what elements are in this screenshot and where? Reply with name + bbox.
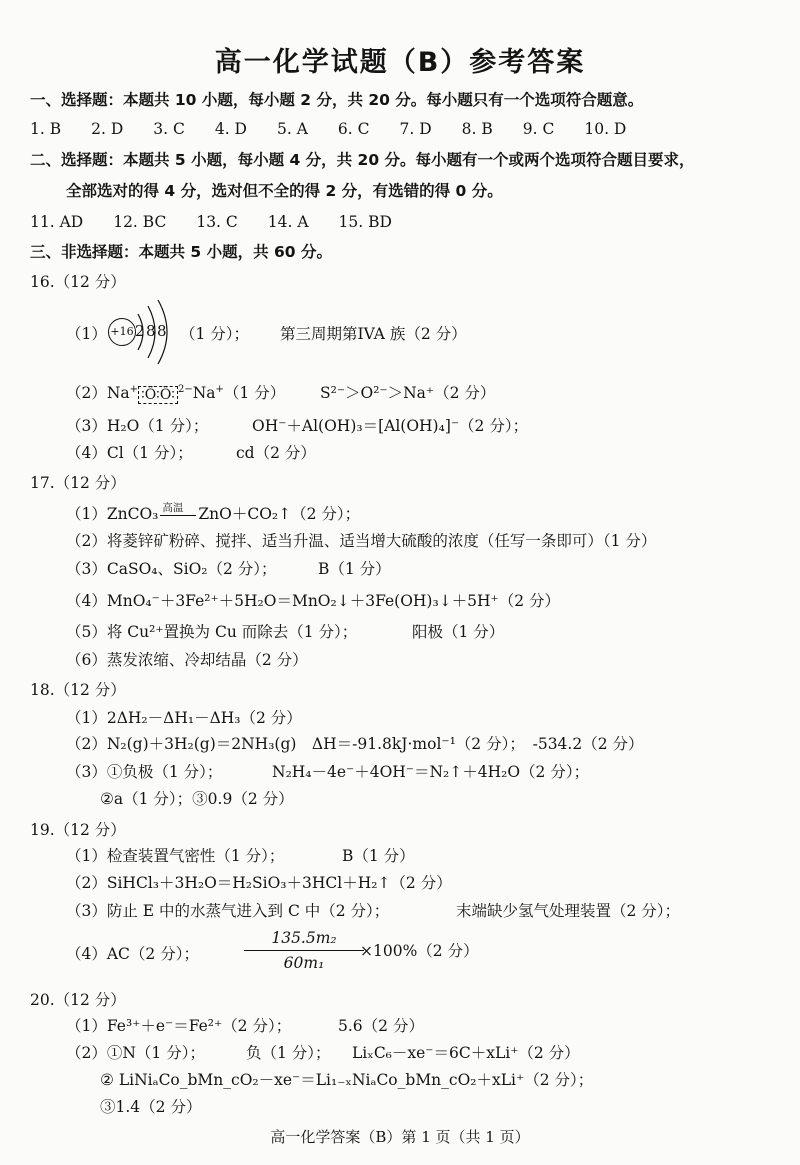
choice-answer-2: 2. D	[91, 120, 124, 138]
choice-answer-5: 5. A	[277, 120, 308, 138]
choice-answer-6: 6. C	[337, 120, 370, 138]
q18-p3-sub: ②a（1 分）；③0.9（2 分）	[100, 790, 294, 808]
q19-p4-answer: ×100%（2 分）	[360, 942, 479, 960]
fraction-denominator: 60m₁	[283, 954, 325, 972]
q17-head: 17.（12 分）	[30, 474, 126, 492]
choice-answer-10: 10. D	[584, 120, 627, 138]
q16-p2-answer: S²⁻＞O²⁻＞Na⁺（2 分）	[320, 384, 496, 402]
q16-p1-score: （1 分）；	[180, 325, 250, 343]
fraction-numerator: 135.5m₂	[271, 929, 337, 947]
q18-head: 18.（12 分）	[30, 681, 126, 699]
q16-head: 16.（12 分）	[30, 273, 126, 291]
arrow-condition: 高温	[162, 502, 184, 514]
shell-2: 8	[146, 322, 156, 340]
q16-p4: （4）Cl（1 分）；	[66, 444, 193, 462]
q16-p4-answer: cd（2 分）	[236, 444, 316, 462]
q20-p2-e: ③1.4（2 分）	[100, 1098, 202, 1116]
section-1-header: 一、选择题：本题共 10 小题，每小题 2 分，共 20 分。每小题只有一个选项符合题意。	[30, 91, 644, 109]
q17-p6: （6）蒸发浓缩、冷却结晶（2 分）	[66, 651, 308, 669]
q20-p1: （1）Fe³⁺＋e⁻＝Fe²⁺（2 分）；	[66, 1017, 292, 1035]
choice-answer-4: 4. D	[214, 120, 247, 138]
q17-p1-a: （1）ZnCO₃	[66, 505, 159, 523]
section-2-header-line2: 全部选对的得 4 分，选对但不全的得 2 分，有选错的得 0 分。	[66, 182, 503, 200]
shell-3: 8	[157, 322, 167, 340]
q18-p3-answer: N₂H₄－4e⁻＋4OH⁻＝N₂↑＋4H₂O（2 分）；	[272, 763, 590, 781]
q16-p2-mid: Na	[192, 384, 216, 402]
q17-p5: （5）将 Cu²⁺置换为 Cu 而除去（1 分）；	[66, 623, 358, 641]
multi-choice-answer-3: 13. C	[196, 213, 238, 231]
multi-choice-answer-2: 12. BC	[113, 213, 167, 231]
q16-p2-score: （1 分）	[223, 384, 286, 402]
q17-p1	[66, 504, 360, 524]
q18-p3: （3）①负极（1 分）；	[66, 763, 223, 781]
q20-p2: （2）①N（1 分）；	[66, 1044, 205, 1062]
q16-p2: （2）Na+ ∶Ö∶Ö∶ $^{2-}$Na+（1 分）	[66, 383, 286, 403]
choice-answer-7: 7. D	[399, 120, 432, 138]
yield-fraction	[244, 928, 364, 973]
q19-p3-answer: 末端缺少氢气处理装置（2 分）；	[456, 902, 681, 920]
q16-p1-answer: 第三周期第IVA 族（2 分）	[280, 325, 467, 343]
choice-answer-9: 9. C	[522, 120, 555, 138]
q16-p3: （3）H₂O（1 分）；	[66, 417, 209, 435]
choice-answer-8: 8. B	[461, 120, 493, 138]
page-footer: 高一化学答案（B）第 1 页（共 1 页）	[270, 1128, 530, 1146]
q20-p1-answer: 5.6（2 分）	[338, 1017, 424, 1035]
q17-p1-b: ZnO＋CO₂↑（2 分）；	[198, 505, 361, 523]
q17-p2: （2）将菱锌矿粉碎、搅拌、适当升温、适当增大硫酸的浓度（任写一条即可）（1 分）	[66, 532, 657, 550]
shell-1: 2	[135, 322, 145, 340]
sulfur-ion-structure-diagram	[100, 296, 190, 370]
peroxide-dots: ∶Ö∶Ö∶	[138, 386, 178, 404]
q17-p4: （4）MnO₄⁻＋3Fe²⁺＋5H₂O＝MnO₂↓＋3Fe(OH)₃↓＋5H⁺（2 分）	[66, 592, 561, 610]
q17-p3-answer: B（1 分）	[318, 560, 391, 578]
q16-p1-label: （1）	[66, 325, 107, 343]
q18-p1: （1）2ΔH₂－ΔH₁－ΔH₃（2 分）	[66, 709, 302, 727]
q20-p2-d: ② LiNiₐCo_bMn_cO₂－xe⁻＝Li₁₋ₓNiₐCo_bMn_cO₂＋xLi⁺（2 分）；	[100, 1071, 594, 1089]
q19-p1-answer: B（1 分）	[342, 847, 415, 865]
q19-p2: （2）SiHCl₃＋3H₂O＝H₂SiO₃＋3HCl＋H₂↑（2 分）	[66, 874, 452, 892]
q20-p2-c: LiₓC₆－xe⁻＝6C＋xLi⁺（2 分）	[352, 1044, 580, 1062]
q19-p4: （4）AC（2 分）；	[66, 945, 199, 963]
q19-head: 19.（12 分）	[30, 821, 126, 839]
multi-choice-answer-4: 14. A	[267, 213, 309, 231]
q20-head: 20.（12 分）	[30, 991, 126, 1009]
q17-p3: （3）CaSO₄、SiO₂（2 分）；	[66, 560, 277, 578]
page-title: 高一化学试题（B）参考答案	[214, 47, 586, 78]
section-3-header: 三、非选择题：本题共 5 小题，共 60 分。	[30, 243, 332, 261]
q18-p2: （2）N₂(g)＋3H₂(g)＝2NH₃(g) ΔH＝-91.8kJ·mol⁻¹（2 分）； -534.2（2 分）	[66, 735, 644, 753]
q19-p3: （3）防止 E 中的水蒸气进入到 C 中（2 分）；	[66, 902, 390, 920]
section-2-header-line1: 二、选择题：本题共 5 小题，每小题 4 分，共 20 分。每小题有一个或两个选项符合题目要求，	[30, 151, 695, 169]
high-temp-arrow	[158, 504, 198, 524]
q17-p5-answer: 阳极（1 分）	[412, 623, 505, 641]
q16-p2-label: （2）Na	[66, 384, 130, 402]
section-2-answers	[30, 212, 422, 232]
q19-p1: （1）检查装置气密性（1 分）；	[66, 847, 285, 865]
q16-p3-answer: OH⁻＋Al(OH)₃＝[Al(OH)₄]⁻（2 分）；	[252, 417, 529, 435]
choice-answer-1: 1. B	[30, 120, 62, 138]
multi-choice-answer-1: 11. AD	[30, 213, 84, 231]
q20-p2-b: 负（1 分）；	[246, 1044, 331, 1062]
multi-choice-answer-5: 15. BD	[338, 213, 392, 231]
section-1-answers	[30, 119, 656, 139]
nucleus-label: +16	[108, 318, 136, 346]
choice-answer-3: 3. C	[153, 120, 185, 138]
